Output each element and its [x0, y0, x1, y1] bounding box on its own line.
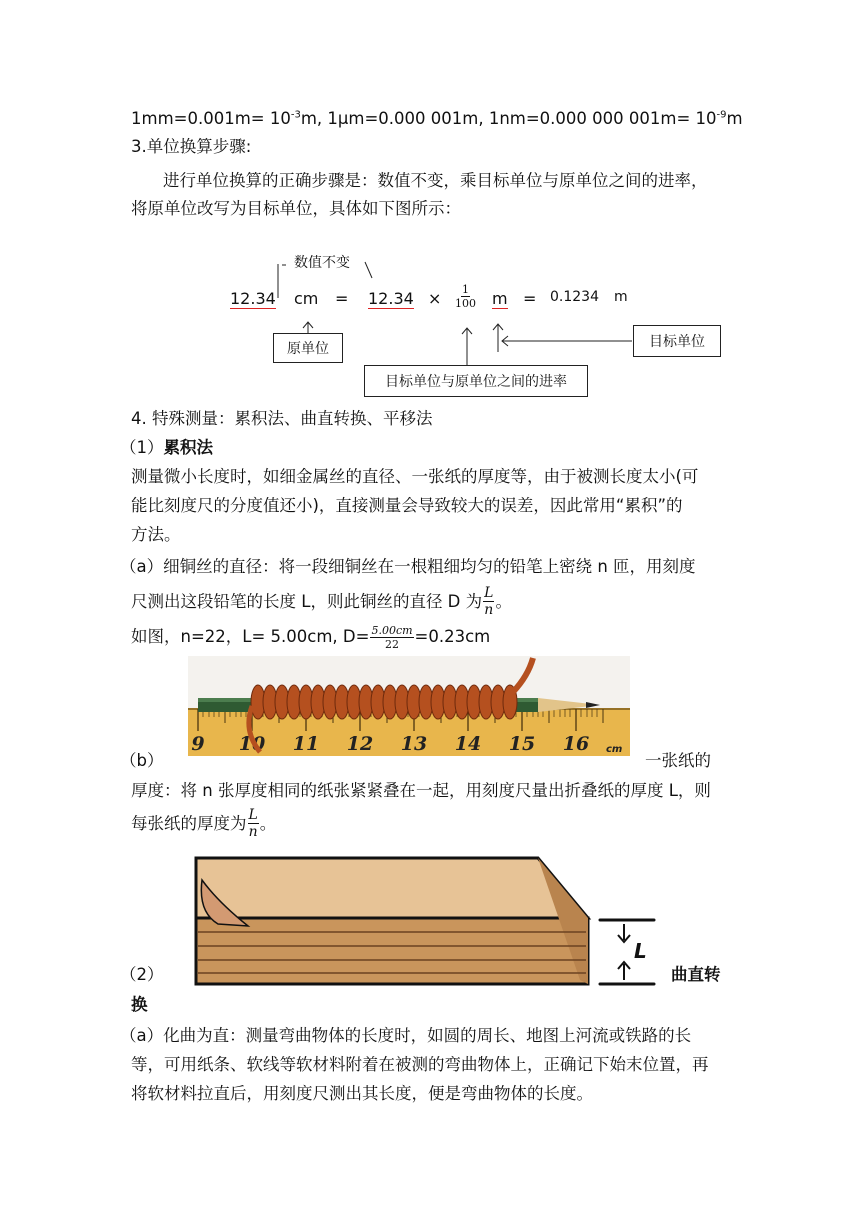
box-target-unit: 目标单位 [633, 325, 721, 357]
curve-para-line1: （a）化曲为直：测量弯曲物体的长度时，如圆的周长、地图上河流或铁路的长 [120, 1026, 692, 1045]
steps-para-line2: 将原单位改写为目标单位，具体如下图所示： [131, 199, 461, 218]
curve-heading-part2: 换 [131, 995, 148, 1014]
steps-para-line1: 进行单位换算的正确步骤是：数值不变，乘目标单位与原单位之间的进率， [163, 171, 708, 190]
ruler-tick-9: 9 [191, 733, 205, 755]
paper-thickness-line3: 每张纸的厚度为 $\frac{L}{n}$ 。 [131, 807, 277, 840]
unit-target: m [492, 289, 508, 308]
special-measurement-heading: 4. 特殊测量：累积法、曲直转换、平移法 [131, 409, 433, 428]
curve-para-line3: 将软材料拉直后，用刻度尺测出其长度，便是弯曲物体的长度。 [131, 1084, 593, 1103]
times-sign: × [428, 289, 442, 308]
value-original: 12.34 [230, 289, 276, 308]
copper-wire-example: 如图，n=22，L= 5.00cm, D= $\frac{5.00cm}{22}$ =0.23cm [131, 623, 491, 651]
value-unchanged: 12.34 [368, 289, 414, 308]
ruler-tick-15: 15 [508, 733, 536, 755]
ruler-tick-12: 12 [346, 733, 374, 755]
paper-stack-side [196, 918, 588, 984]
pencil-copper-wire-ruler-image [188, 656, 630, 756]
box-original-unit: 原单位 [273, 333, 343, 363]
ruler-tick-16: 16 [562, 733, 590, 755]
paper-stack-image [188, 852, 660, 990]
ruler-tick-10: 10 [238, 733, 266, 755]
cumulative-para-line1: 测量微小长度时，如细金属丝的直径、一张纸的厚度等，由于被测长度太小(可 [131, 467, 699, 486]
cumulative-heading: （1）累积法 [120, 438, 213, 457]
result-value: 0.1234 [550, 289, 599, 305]
box-conversion-rate: 目标单位与原单位之间的进率 [364, 365, 588, 397]
paper-line-tail: 一张纸的 [645, 751, 711, 770]
thickness-L-label: L [634, 939, 647, 963]
paper-thickness-line2: 厚度：将 n 张厚度相同的纸张紧紧叠在一起，用刻度尺量出折叠纸的厚度 L，则 [131, 781, 711, 800]
copper-wire-line2: 尺测出这段铅笔的长度 L，则此铜丝的直径 D 为 $\frac{L}{n}$ 。 [131, 585, 512, 618]
paper-top-face [196, 858, 588, 918]
curve-heading-part1: 曲直转 [671, 965, 721, 984]
curve-para-line2: 等，可用纸条、软线等软材料附着在被测的弯曲物体上，正确记下始末位置，再 [131, 1055, 709, 1074]
curve-label: （2） [120, 965, 164, 984]
ruler-tick-11: 11 [292, 733, 320, 755]
result-unit: m [614, 289, 628, 305]
paper-label-b: （b） [120, 751, 164, 770]
unit-conversion-line: $1mm=0.001m= 10^{-3}m$, 1μm=0.000 001m, 1nm=0.000 000 $001m= 10^{-9}m$ [131, 109, 743, 128]
cumulative-para-line3: 方法。 [131, 525, 181, 544]
unchanged-label: 数值不变 [294, 255, 350, 271]
unit-original: cm [294, 289, 319, 308]
equals-sign-2: = [523, 289, 537, 308]
conversion-rate-fraction: $\frac{1}{100}$ [455, 283, 476, 310]
copper-wire-line1: （a）细铜丝的直径：将一段细铜丝在一根粗细均匀的铅笔上密绕 n 匝，用刻度 [120, 557, 696, 576]
ruler-unit: cm [606, 744, 623, 755]
steps-heading: 3.单位换算步骤: [131, 137, 252, 156]
ruler-tick-14: 14 [454, 733, 482, 755]
equals-sign-1: = [335, 289, 349, 308]
ruler-tick-13: 13 [400, 733, 428, 755]
cumulative-para-line2: 能比刻度尺的分度值还小)，直接测量会导致较大的误差，因此常用“累积”的 [131, 496, 683, 515]
